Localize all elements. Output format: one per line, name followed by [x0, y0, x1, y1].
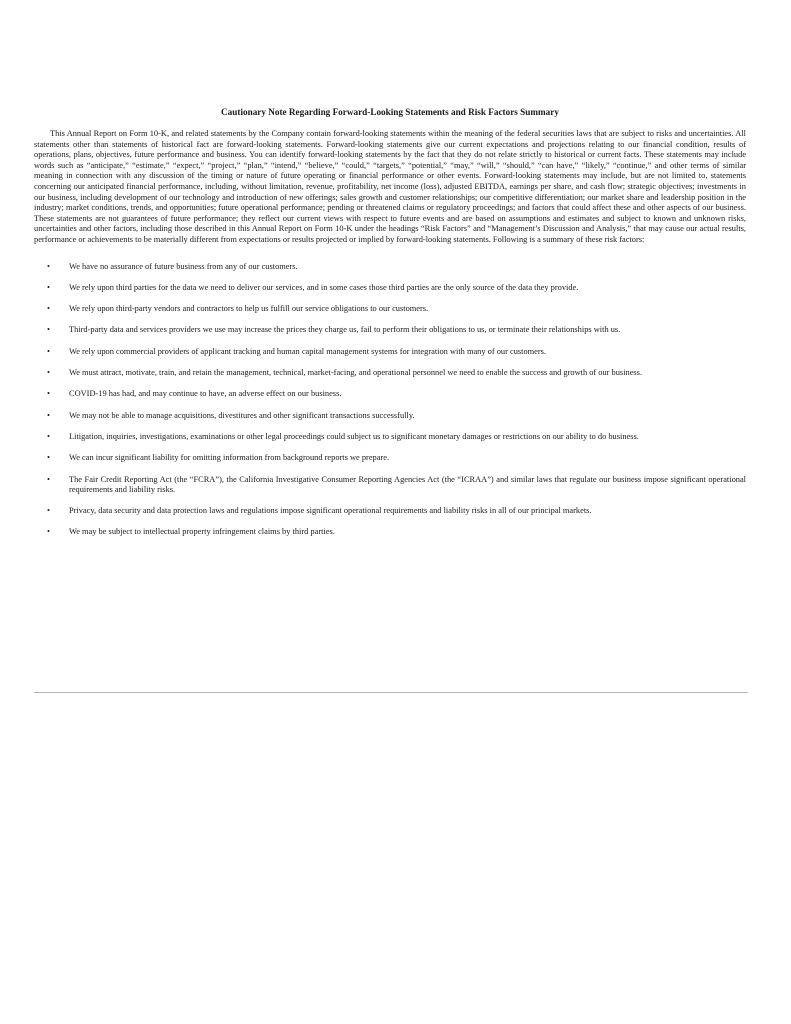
risk-factor-item	[34, 262, 746, 272]
risk-factor-text: Litigation, inquiries, investigations, examinations or other legal proceedings could subject us to significant monetary damages or restrictions on our ability to do business.	[69, 431, 639, 441]
risk-factor-item	[34, 368, 746, 378]
bullet-icon: •	[47, 474, 50, 484]
intro-paragraph: This Annual Report on Form 10-K, and related statements by the Company contain forward-looking statements within the meaning of the federal securities laws that are subject to risks and uncertainties. All statements other than statements of historical fact are forward-looking statements. Forward-looking statements give our current expectations and projections relating to our financial condition, results of operations, plans, objectives, future performance and business. You can identify forward-looking statements by the fact that they do not relate strictly to historical or current facts. These statements may include words such as “anticipate,” “estimate,” “expect,” “project,” “plan,” “intend,” “believe,” “could,” “targets,” “potential,” “may,” “will,” “should,” “can have,” “likely,” “continue,” and other terms of similar meaning in connection with any discussion of the timing or nature of future operating or financial performance or other events. Forward-looking statements may include, but are not limited to, statements concerning our anticipated financial performance, including, without limitation, revenue, profitability, net income (loss), adjusted EBITDA, earnings per share, and cash flow; strategic objectives; investments in our business, including development of our technology and introduction of new offerings; sales growth and customer relationships; our competitive differentiation; our market share and leadership position in the industry; market conditions, trends, and opportunities; future operational performance; pending or threatened claims or regulatory proceedings; and factors that could affect these and other aspects of our business. These statements are not guarantees of future performance; they reflect our current views with respect to future events and are based on assumptions and estimates and subject to known and unknown risks, uncertainties and other factors, including those described in this Annual Report on Form 10-K under the headings “Risk Factors” and “Management’s Discussion and Analysis,” that may cause our actual results, performance or achievements to be materially different from expectations or results projected or implied by forward-looking statements. Following is a summary of these risk factors:	[34, 129, 746, 244]
risk-factor-text: We rely upon third-party vendors and contractors to help us fulfill our service obligations to our customers.	[69, 304, 429, 314]
bullet-icon: •	[47, 389, 50, 399]
bullet-icon: •	[47, 368, 50, 378]
risk-factor-item	[34, 453, 746, 463]
bullet-icon: •	[47, 304, 50, 314]
bullet-icon: •	[47, 431, 50, 441]
section-title: Cautionary Note Regarding Forward-Looking Statements and Risk Factors Summary	[221, 107, 559, 117]
risk-factor-item	[34, 527, 746, 537]
risk-factor-text: We have no assurance of future business from any of our customers.	[69, 261, 298, 271]
risk-factor-item	[34, 475, 746, 495]
risk-factor-item	[34, 432, 746, 442]
bullet-icon: •	[47, 453, 50, 463]
bullet-icon: •	[47, 261, 50, 271]
risk-factor-text: Privacy, data security and data protection laws and regulations impose significant operational requirements and liability risks in all of our principal markets.	[69, 505, 592, 515]
risk-factor-text: We can incur significant liability for omitting information from background reports we prepare.	[69, 453, 390, 463]
document-page	[34, 106, 746, 548]
risk-factor-text: We may not be able to manage acquisitions, divestitures and other significant transactions successfully.	[69, 410, 415, 420]
risk-factor-item	[34, 506, 746, 516]
bullet-icon: •	[47, 325, 50, 335]
bullet-icon: •	[47, 505, 50, 515]
risk-factor-item	[34, 283, 746, 293]
risk-factor-item	[34, 325, 746, 335]
risk-factor-text: We rely upon commercial providers of applicant tracking and human capital management systems for integration with many of our customers.	[69, 346, 547, 356]
risk-factor-text: We must attract, motivate, train, and retain the management, technical, market-facing, and operational personnel we need to enable the success and growth of our business.	[69, 368, 643, 378]
risk-factor-text: Third-party data and services providers we use may increase the prices they charge us, fail to perform their obligations to us, or terminate their relationships with us.	[69, 325, 621, 335]
bullet-icon: •	[47, 282, 50, 292]
risk-factor-item	[34, 389, 746, 399]
bullet-icon: •	[47, 346, 50, 356]
risk-factor-list	[34, 262, 746, 538]
page-divider	[34, 692, 748, 693]
bullet-icon: •	[47, 410, 50, 420]
risk-factor-text: We may be subject to intellectual property infringement claims by third parties.	[69, 527, 335, 537]
risk-factor-text: We rely upon third parties for the data we need to deliver our services, and in some cases those third parties are the only source of the data they provide.	[69, 282, 579, 292]
risk-factor-text: The Fair Credit Reporting Act (the “FCRA”), the California Investigative Consumer Reporting Agencies Act (the “ICRAA”) and similar laws that regulate our business impose significant operational requirements and liability risks.	[69, 474, 746, 494]
bullet-icon: •	[47, 527, 50, 537]
risk-factor-item	[34, 411, 746, 421]
risk-factor-text: COVID-19 has had, and may continue to have, an adverse effect on our business.	[69, 389, 342, 399]
risk-factor-item	[34, 304, 746, 314]
risk-factor-item	[34, 347, 746, 357]
